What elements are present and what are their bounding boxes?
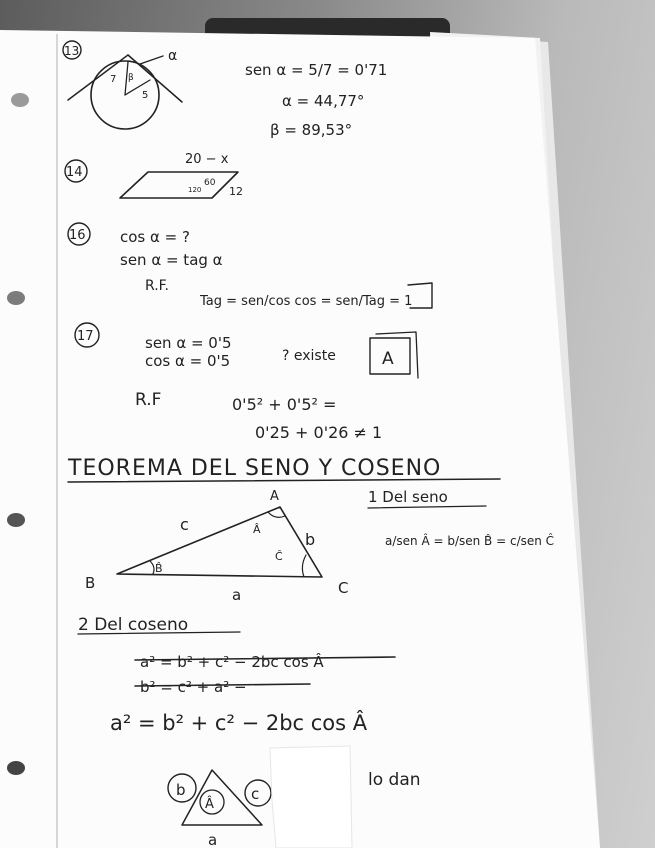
angle-A-label: Â bbox=[253, 523, 261, 536]
answer-boxed: A bbox=[382, 349, 394, 369]
paper-patch bbox=[270, 746, 352, 848]
cos-question: cos α = ? bbox=[120, 228, 190, 246]
bottom-c: c bbox=[251, 785, 260, 803]
vertex-C: C bbox=[338, 579, 349, 597]
exists-question: ? existe bbox=[282, 348, 336, 364]
angle-C-label: Ĉ bbox=[275, 550, 283, 563]
crossed-formula-1: a² = b² + c² − 2bc cos Â bbox=[140, 653, 324, 671]
exercise-number: 14 bbox=[66, 165, 83, 180]
rf-label: R.F bbox=[135, 390, 162, 410]
top-side-label: 20 − x bbox=[185, 152, 229, 167]
calc-line-2: 0'25 + 0'26 ≠ 1 bbox=[255, 423, 383, 442]
five-label: 5 bbox=[142, 90, 149, 101]
exercise-number: 13 bbox=[64, 44, 80, 58]
sen-value: sen α = 0'5 bbox=[145, 334, 232, 352]
side-a: a bbox=[232, 586, 242, 604]
side-c: c bbox=[180, 515, 189, 534]
calc-line-1: 0'5² + 0'5² = bbox=[232, 395, 337, 414]
bottom-text: lo dan bbox=[368, 770, 421, 790]
alpha-value: α = 44,77° bbox=[282, 92, 365, 110]
side-b: b bbox=[305, 530, 316, 549]
bottom-a: a bbox=[208, 831, 218, 848]
angle-60: 60 bbox=[204, 178, 216, 188]
beta-value: β = 89,53° bbox=[270, 121, 353, 139]
tag-formula: Tag = sen/cos cos = sen/Tag = 1 bbox=[200, 294, 413, 309]
vertex-A: A bbox=[270, 489, 279, 504]
seven-label: 7 bbox=[110, 74, 117, 85]
exercise-number: 17 bbox=[77, 329, 94, 344]
side-12: 12 bbox=[229, 185, 243, 198]
bottom-A: Â bbox=[205, 797, 214, 812]
cos-value: cos α = 0'5 bbox=[145, 352, 231, 370]
cosine-law: a² = b² + c² − 2bc cos Â bbox=[110, 711, 368, 735]
vertex-B: B bbox=[85, 574, 96, 592]
bottom-b: b bbox=[176, 781, 186, 799]
theorem-title: TEOREMA DEL SENO Y COSENO bbox=[68, 456, 442, 481]
crossed-formula-2: b² = c² + a² − bbox=[140, 678, 247, 696]
exercise-number: 16 bbox=[69, 228, 86, 243]
angle-B-label: B̂ bbox=[155, 562, 163, 575]
sen-tag: sen α = tag α bbox=[120, 251, 223, 269]
sine-equation: sen α = 5/7 = 0'71 bbox=[245, 61, 388, 79]
seno-formula: a/sen Â = b/sen B̂ = c/sen Ĉ bbox=[385, 534, 555, 548]
coseno-heading: 2 Del coseno bbox=[78, 615, 189, 635]
beta-label: β bbox=[128, 73, 134, 83]
seno-heading: 1 Del seno bbox=[368, 488, 448, 506]
angle-120: 120 bbox=[188, 186, 202, 194]
alpha-label: α bbox=[168, 48, 178, 64]
rf-label: R.F. bbox=[145, 278, 169, 294]
